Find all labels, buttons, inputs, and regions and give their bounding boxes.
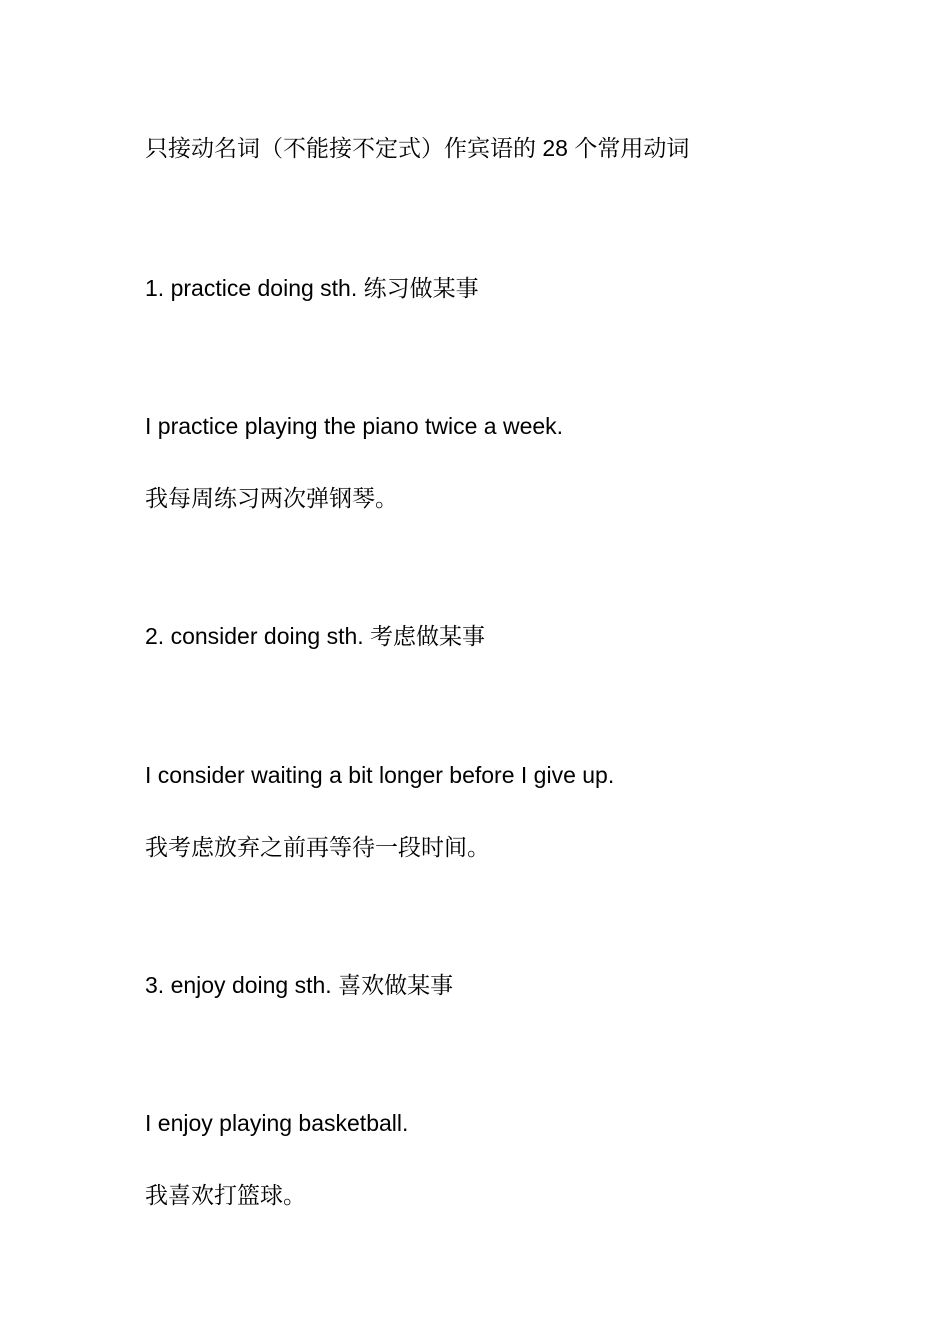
entry-heading: 1. practice doing sth. 练习做某事	[145, 275, 479, 301]
entry-heading: 3. enjoy doing sth. 喜欢做某事	[145, 972, 454, 998]
example-chinese: 我喜欢打篮球。	[145, 1182, 306, 1208]
example-chinese: 我每周练习两次弹钢琴。	[145, 485, 398, 511]
document-title: 只接动名词（不能接不定式）作宾语的 28 个常用动词	[145, 135, 690, 161]
example-english: I enjoy playing basketball.	[145, 1110, 409, 1136]
example-chinese: 我考虑放弃之前再等待一段时间。	[145, 834, 490, 860]
entry-heading: 2. consider doing sth. 考虑做某事	[145, 623, 486, 649]
example-english: I consider waiting a bit longer before I give up.	[145, 762, 615, 788]
example-english: I practice playing the piano twice a week.	[145, 413, 564, 439]
